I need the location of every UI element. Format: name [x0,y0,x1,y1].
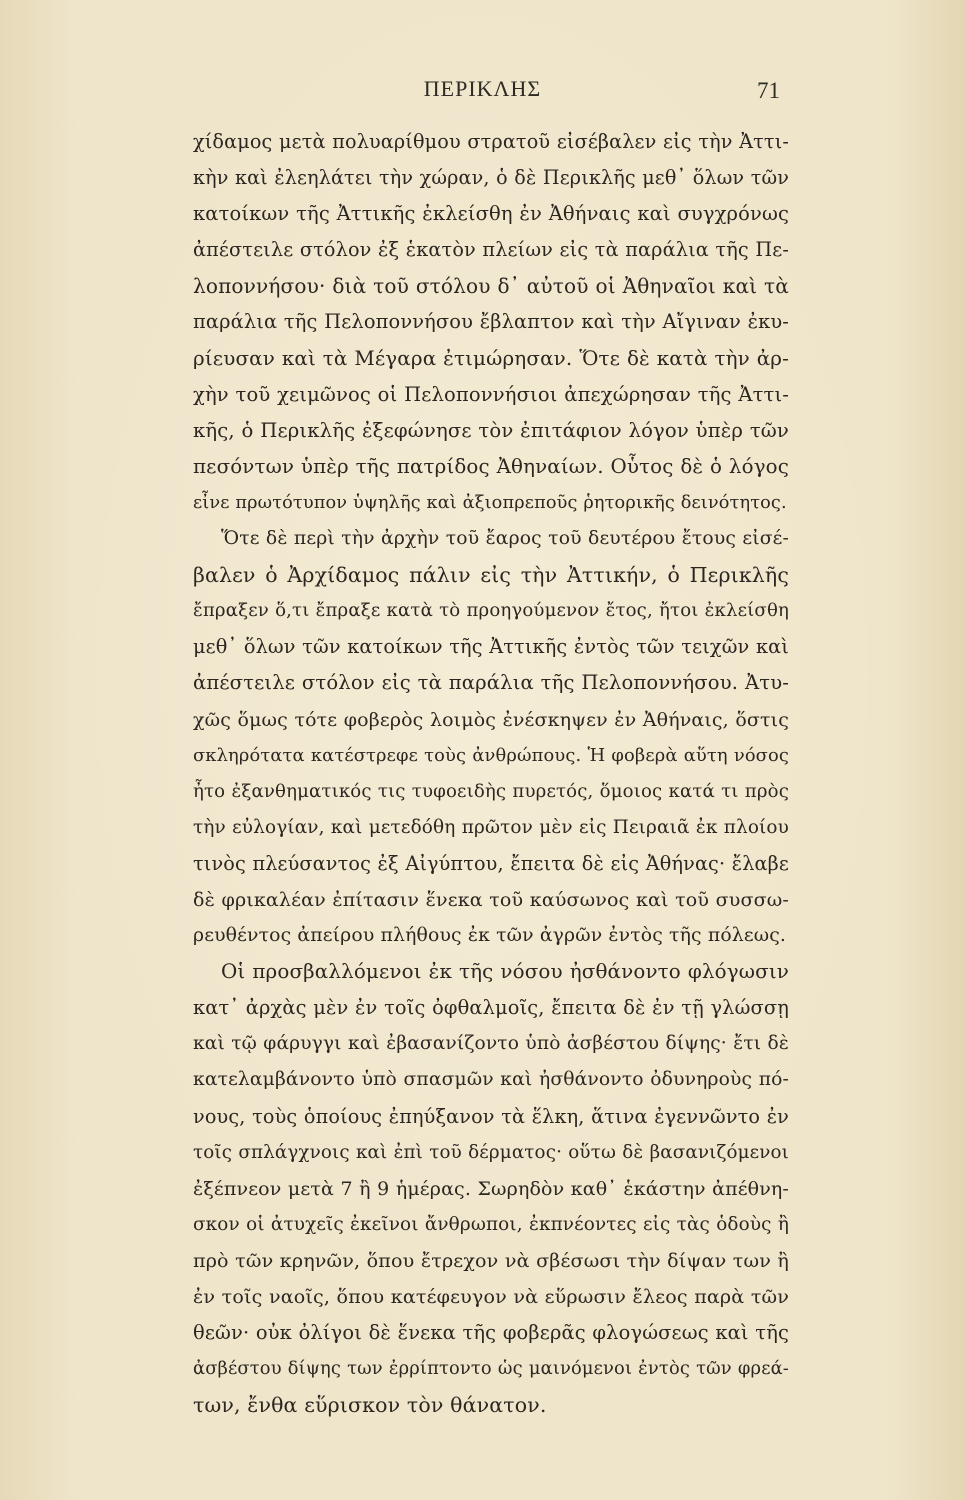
text-line: νους, τοὺς ὁποίους ἐπηύξανον τὰ ἕλκη, ἅτινα ἐγεννῶντο ἐν [193,1104,789,1128]
text-line: ἔπραξεν ὅ,τι ἔπραξε κατὰ τὸ προηγούμενον ἔτος, ἤτοι ἐκλείσθη [193,600,789,622]
text-line: πρὸ τῶν κρηνῶν, ὅπου ἔτρεχον νὰ σβέσωσι τὴν δίψαν των ἢ [193,1249,789,1272]
running-head [0,72,965,112]
text-line: μεθ᾽ ὅλων τῶν κατοίκων τῆς Ἀττικῆς ἐντὸς τῶν τειχῶν καὶ [193,635,789,659]
text-line: ἀσβέστου δίψης των ἐρρίπτοντο ὡς μαινόμενοι ἐντὸς τῶν φρεά- [193,1358,789,1380]
body-text [193,124,789,1423]
text-line: κατοίκων τῆς Ἀττικῆς ἐκλείσθη ἐν Ἀθήναις καὶ συγχρόνως [193,202,789,226]
text-line: χίδαμος μετὰ πολυαρίθμου στρατοῦ εἰσέβαλεν εἰς τὴν Ἀττι- [193,130,789,153]
text-line: ἐξέπνεον μετὰ 7 ἢ 9 ἡμέρας. Σωρηδὸν καθ᾽ ἑκάστην ἀπέθνη- [193,1177,789,1200]
text-line: παράλια τῆς Πελοποννήσου ἔβλαπτον καὶ τὴν Αἴγιναν ἐκυ- [193,310,789,334]
running-title: ΠΕΡΙΚΛΗΣ [423,76,542,101]
text-line: ἀπέστειλε στόλον εἰς τὰ παράλια τῆς Πελοποννήσου. Ἀτυ- [193,671,789,695]
page-number: 71 [757,78,780,103]
text-line: Οἱ προσβαλλόμενοι ἐκ τῆς νόσου ἠσθάνοντο φλόγωσιν [221,960,789,984]
text-line: βαλεν ὁ Ἀρχίδαμος πάλιν εἰς τὴν Ἀττικήν, ὁ Περικλῆς [193,563,789,588]
text-line: δὲ φρικαλέαν ἐπίτασιν ἕνεκα τοῦ καύσωνος καὶ τοῦ συσσω- [193,888,789,911]
text-line: ἐν τοῖς ναοῖς, ὅπου κατέφευγον νὰ εὕρωσιν ἔλεος παρὰ τῶν [193,1286,789,1308]
text-line: χῶς ὅμως τότε φοβερὸς λοιμὸς ἐνέσκηψεν ἐν Ἀθήναις, ὅστις [193,708,789,731]
text-line: τινὸς πλεύσαντος ἐξ Αἰγύπτου, ἔπειτα δὲ εἰς Ἀθήνας· ἔλαβε [193,851,789,875]
text-line: κῆς, ὁ Περικλῆς ἐξεφώνησε τὸν ἐπιτάφιον λόγον ὑπὲρ τῶν [193,418,789,442]
text-line: σκον οἱ ἀτυχεῖς ἐκεῖνοι ἄνθρωποι, ἐκπνέοντες εἰς τὰς ὁδοὺς ἢ [193,1213,789,1235]
text-line: πεσόντων ὑπὲρ τῆς πατρίδος Ἀθηναίων. Οὗτος δὲ ὁ λόγος [193,454,789,478]
text-line: χὴν τοῦ χειμῶνος οἱ Πελοποννήσιοι ἀπεχώρησαν τῆς Ἀττι- [193,382,789,406]
text-line: Ὅτε δὲ περὶ τὴν ἀρχὴν τοῦ ἔαρος τοῦ δευτέρου ἔτους εἰσέ- [221,528,789,550]
text-line: τοῖς σπλάγχνοις καὶ ἐπὶ τοῦ δέρματος· οὕτω δὲ βασανιζόμενοι [193,1141,789,1163]
text-line: κατ᾽ ἀρχὰς μὲν ἐν τοῖς ὀφθαλμοῖς, ἔπειτα δὲ ἐν τῇ γλώσσῃ [193,996,789,1020]
text-line: τὴν εὐλογίαν, καὶ μετεδόθη πρῶτον μὲν εἰς Πειραιᾶ ἐκ πλοίου [193,816,789,838]
text-line: λοποννήσου· διὰ τοῦ στόλου δ᾽ αὐτοῦ οἱ Ἀθηναῖοι καὶ τὰ [193,274,789,299]
text-line: ρευθέντος ἀπείρου πλήθους ἐκ τῶν ἀγρῶν ἐντὸς τῆς πόλεως. [193,925,787,947]
text-line: θεῶν· οὐκ ὀλίγοι δὲ ἕνεκα τῆς φοβερᾶς φλογώσεως καὶ τῆς [193,1321,789,1345]
text-line: κὴν καὶ ἐλεηλάτει τὴν χώραν, ὁ δὲ Περικλῆς μεθ᾽ ὅλων τῶν [193,166,789,190]
text-line: σκληρότατα κατέστρεφε τοὺς ἀνθρώπους. Ἡ φοβερὰ αὕτη νόσος [193,744,789,766]
text-line: κατελαμβάνοντο ὑπὸ σπασμῶν καὶ ἠσθάνοντο ὀδυνηροὺς πό- [193,1069,789,1091]
text-line: ρίευσαν καὶ τὰ Μέγαρα ἐτιμώρησαν. Ὅτε δὲ κατὰ τὴν ἀρ- [193,346,789,370]
text-line: ἀπέστειλε στόλον ἐξ ἑκατὸν πλείων εἰς τὰ παράλια τῆς Πε- [193,238,789,262]
text-line: καὶ τῷ φάρυγγι καὶ ἐβασανίζοντο ὑπὸ ἀσβέστου δίψης· ἔτι δὲ [193,1033,789,1055]
text-line: ἦτο ἐξανθηματικός τις τυφοειδὴς πυρετός, ὅμοιος κατά τι πρὸς [193,780,789,802]
text-line: εἶνε πρωτότυπον ὑψηλῆς καὶ ἀξιοπρεποῦς ῥητορικῆς δεινότητος. [193,492,787,513]
text-line: των, ἔνθα εὕρισκον τὸν θάνατον. [193,1393,547,1418]
